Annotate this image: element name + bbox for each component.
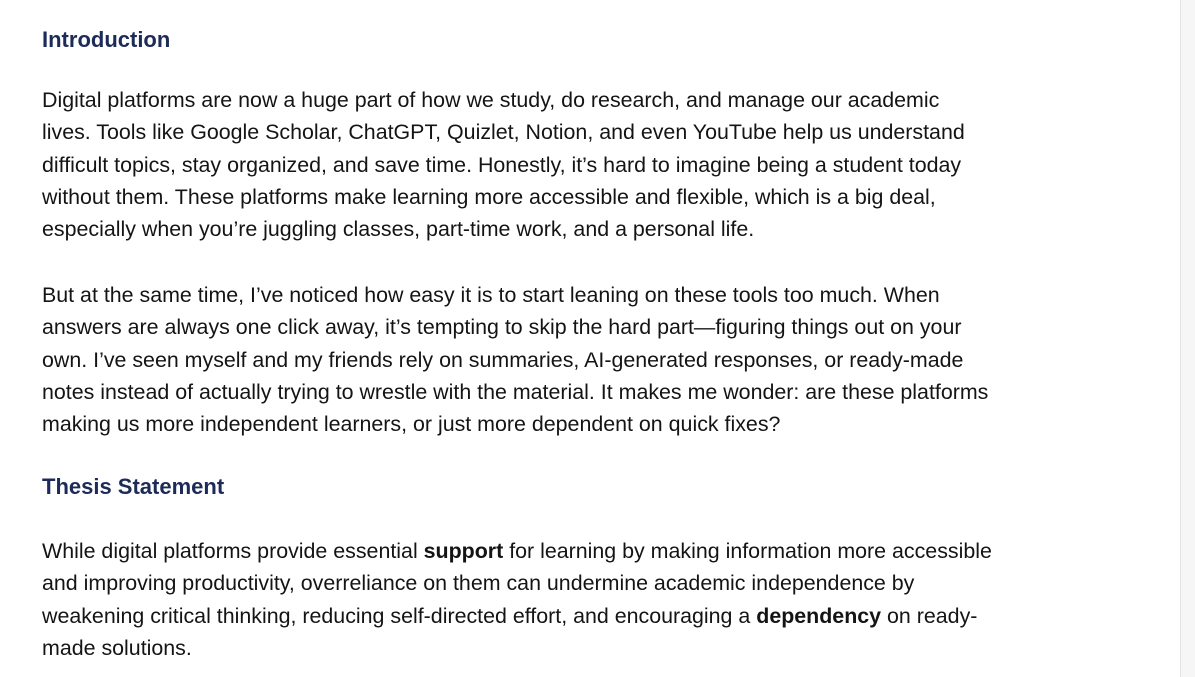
page-right-edge xyxy=(1180,0,1195,677)
paragraph-line: difficult topics, stay organized, and save time. Honestly, it’s hard to imagine being a student today xyxy=(42,152,962,177)
paragraph-line: But at the same time, I’ve noticed how easy it is to start leaning on these tools too much. When xyxy=(42,283,940,307)
introduction-heading: Introduction xyxy=(42,27,171,52)
paragraph-line: making us more independent learners, or just more dependent on quick fixes? xyxy=(42,412,781,437)
paragraph-line: own. I’ve seen myself and my friends rely on summaries, AI-generated responses, or ready-made xyxy=(42,347,964,372)
paragraph-line: especially when you’re juggling classes, part-time work, and a personal life. xyxy=(42,217,755,242)
paragraph-line: answers are always one click away, it’s tempting to skip the hard part—figuring things out on your xyxy=(42,315,962,340)
bold-term-dependency: dependency xyxy=(756,603,882,628)
thesis-line xyxy=(42,600,1152,632)
text-segment: While digital platforms provide essential xyxy=(42,539,424,563)
paragraph-line: lives. Tools like Google Scholar, ChatGPT, Quizlet, Notion, and even YouTube help us understand xyxy=(42,120,965,145)
paragraph-line: Digital platforms are now a huge part of how we study, do research, and manage our academic xyxy=(42,88,940,112)
introduction-paragraph-2 xyxy=(42,279,1152,440)
text-segment: weakening critical thinking, reducing self-directed effort, and encouraging a xyxy=(42,603,757,628)
thesis-line xyxy=(42,535,1152,567)
paragraph-line: notes instead of actually trying to wrestle with the material. It makes me wonder: are these platforms xyxy=(42,379,989,404)
thesis-paragraph xyxy=(42,535,1152,664)
text-segment: for learning by making information more accessible xyxy=(503,539,992,563)
paragraph-line: without them. These platforms make learning more accessible and flexible, which is a big deal, xyxy=(42,184,936,209)
text-segment: on ready- xyxy=(881,603,978,628)
introduction-paragraph-1 xyxy=(42,84,1152,245)
text-segment: and improving productivity, overreliance on them can undermine academic independence by xyxy=(42,571,915,596)
thesis-line xyxy=(42,632,1152,664)
thesis-line xyxy=(42,567,1152,599)
thesis-heading: Thesis Statement xyxy=(42,474,225,499)
text-segment: made solutions. xyxy=(42,635,192,660)
bold-term-support: support xyxy=(423,539,504,563)
